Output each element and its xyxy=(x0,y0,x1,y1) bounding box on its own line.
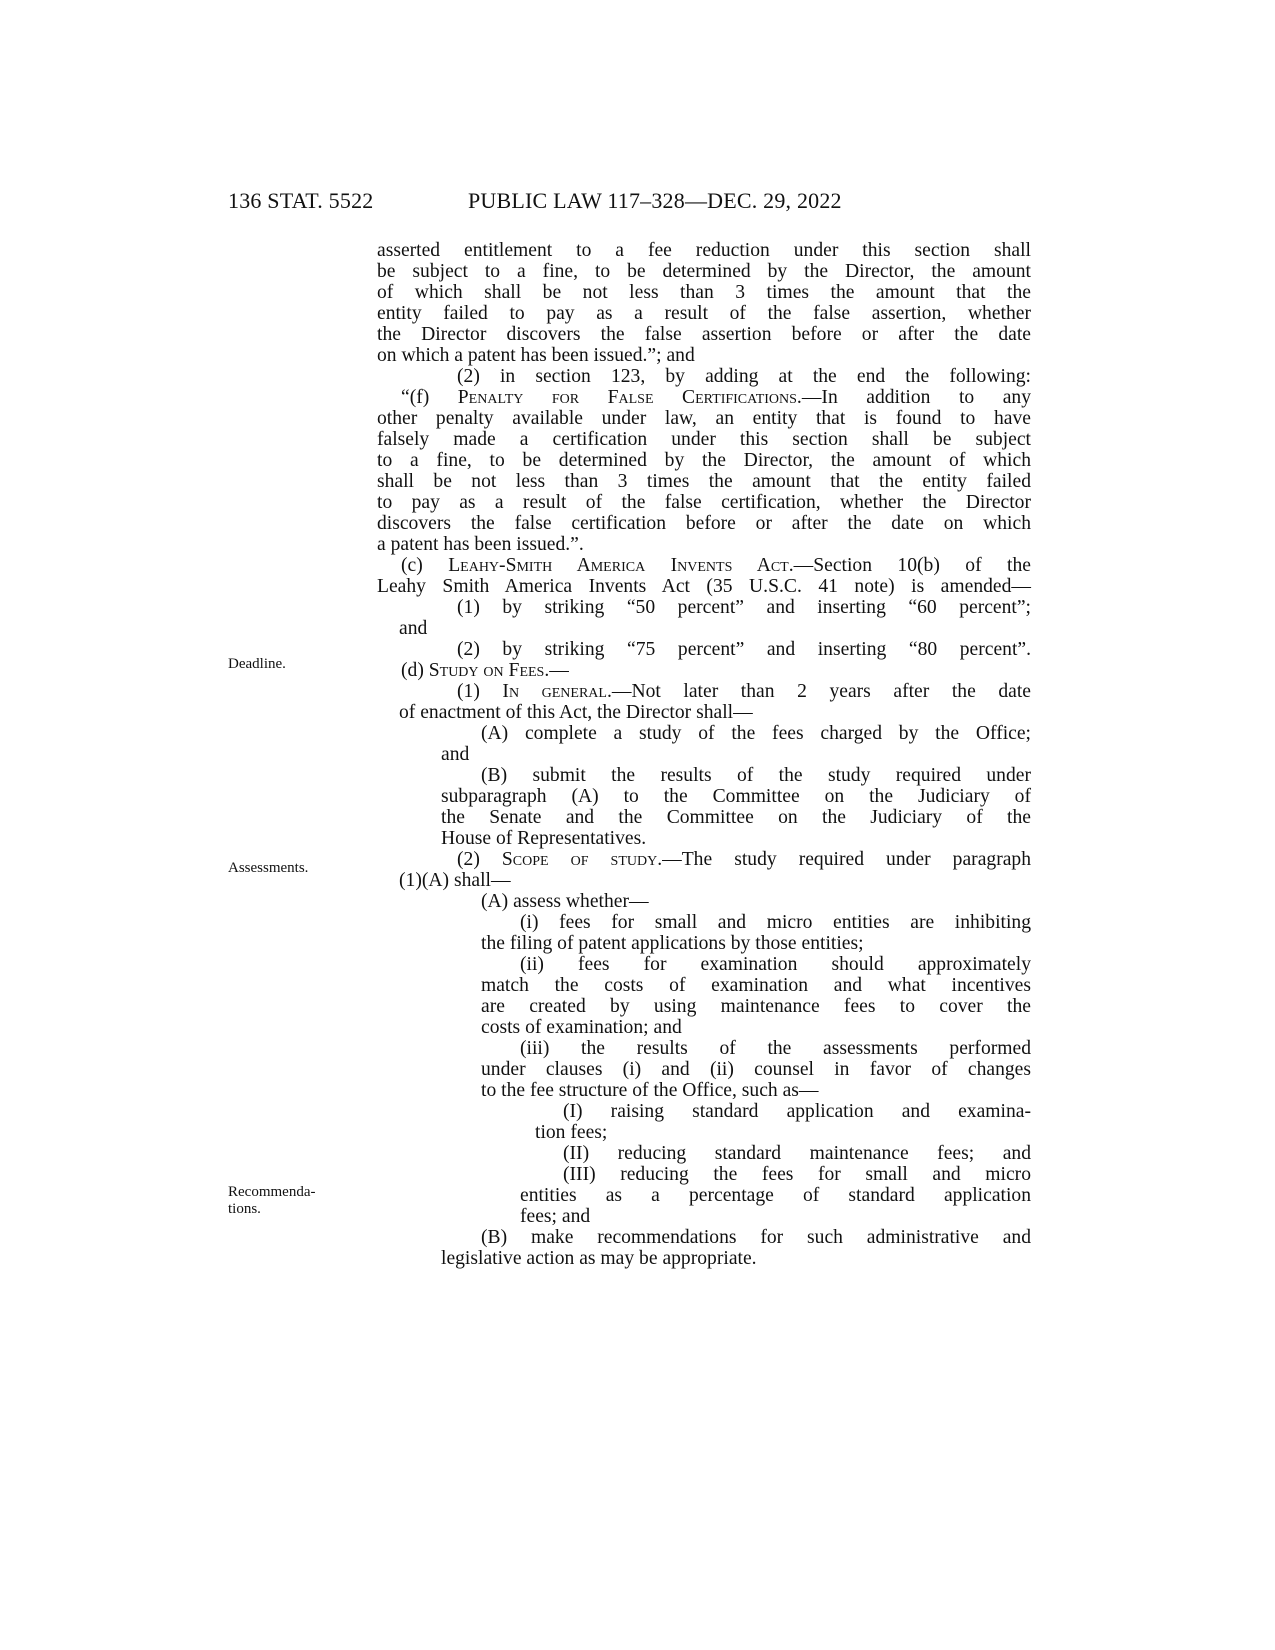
text-line: to the fee structure of the Office, such as— xyxy=(481,1080,819,1101)
text-line: of enactment of this Act, the Director shall— xyxy=(399,702,753,723)
subsection-heading-penalty: Penalty for False Certifications. xyxy=(457,387,802,408)
text-line: and xyxy=(399,618,428,639)
text-line: the Senate and the Committee on the Judiciary of the xyxy=(441,807,1031,828)
text-line: (I) raising standard application and examina- xyxy=(563,1101,1031,1122)
subsection-label-c: (c) xyxy=(401,555,449,576)
paragraph-text: —The study required under paragraph xyxy=(662,849,1032,870)
margin-note-deadline: Deadline. xyxy=(228,656,286,672)
statute-body xyxy=(377,240,1031,1269)
text-line: be subject to a fine, to be determined by the Director, the amount xyxy=(377,261,1031,282)
text-line: (1)(A) shall— xyxy=(399,870,511,891)
text-line: (A) complete a study of the fees charged by the Office; xyxy=(481,723,1031,744)
text-line: under clauses (i) and (ii) counsel in favor of changes xyxy=(481,1059,1031,1080)
subsection-heading-leahy: Leahy-Smith America Invents Act. xyxy=(448,555,794,576)
text-line: other penalty available under law, an entity that is found to have xyxy=(377,408,1031,429)
text-line: of which shall be not less than 3 times the amount that the xyxy=(377,282,1031,303)
text-line: are created by using maintenance fees to cover the xyxy=(481,996,1031,1017)
text-line: tion fees; xyxy=(535,1122,608,1143)
text-line: (2) in section 123, by adding at the end the following: xyxy=(457,366,1031,387)
stat-page-number: 136 STAT. 5522 xyxy=(228,188,374,213)
text-line: (A) assess whether— xyxy=(481,891,649,912)
text-line: (B) make recommendations for such administrative and xyxy=(481,1227,1031,1248)
margin-note-recommendations xyxy=(228,1184,315,1218)
text-line: the filing of patent applications by those entities; xyxy=(481,933,864,954)
text-line: asserted entitlement to a fee reduction under this section shall xyxy=(377,240,1031,261)
text-line: (III) reducing the fees for small and micro xyxy=(563,1164,1031,1185)
text-line: to pay as a result of the false certification, whether the Director xyxy=(377,492,1031,513)
text-line: Leahy Smith America Invents Act (35 U.S.C. 41 note) is amended— xyxy=(377,576,1031,597)
text-line: (i) fees for small and micro entities are inhibiting xyxy=(520,912,1031,933)
running-header-title: PUBLIC LAW 117–328—DEC. 29, 2022 xyxy=(468,188,842,213)
text-line: (B) submit the results of the study required under xyxy=(481,765,1031,786)
text-line xyxy=(377,387,1031,408)
subsection-text: —Section 10(b) of the xyxy=(793,555,1031,576)
quote-open: “(f) xyxy=(401,387,458,408)
margin-note-recommendations-line1: Recommenda- xyxy=(228,1184,316,1200)
paragraph-heading-scope: Scope of study. xyxy=(501,849,663,870)
text-line: the Director discovers the false assertion before or after the date xyxy=(377,324,1031,345)
text-line: to a fine, to be determined by the Director, the amount of which xyxy=(377,450,1031,471)
text-line: and xyxy=(441,744,470,765)
text-line: falsely made a certification under this section shall be subject xyxy=(377,429,1031,450)
subsection-text: —In addition to any xyxy=(801,387,1032,408)
paragraph-text: —Not later than 2 years after the date xyxy=(611,681,1031,702)
paragraph-label-1: (1) xyxy=(457,681,503,702)
text-line: entity failed to pay as a result of the false assertion, whether xyxy=(377,303,1031,324)
text-line: House of Representatives. xyxy=(441,828,647,849)
text-line: entities as a percentage of standard application xyxy=(520,1185,1031,1206)
text-line xyxy=(377,681,1031,702)
text-line: shall be not less than 3 times the amount that the entity failed xyxy=(377,471,1031,492)
text-line: legislative action as may be appropriate. xyxy=(441,1248,757,1269)
text-line xyxy=(377,849,1031,870)
text-line: (II) reducing standard maintenance fees; and xyxy=(563,1143,1031,1164)
text-line: match the costs of examination and what incentives xyxy=(481,975,1031,996)
text-line: a patent has been issued.”. xyxy=(377,534,584,555)
text-line: (iii) the results of the assessments performed xyxy=(520,1038,1031,1059)
margin-note-assessments: Assessments. xyxy=(228,860,309,876)
text-line: on which a patent has been issued.”; and xyxy=(377,345,695,366)
margin-note-recommendations-line2: tions. xyxy=(228,1201,261,1217)
subsection-heading-study: Study on Fees. xyxy=(428,660,550,681)
paragraph-label-2: (2) xyxy=(457,849,502,870)
text-line: (ii) fees for examination should approximately xyxy=(520,954,1031,975)
subsection-dash: — xyxy=(549,660,569,681)
paragraph-heading-general: In general. xyxy=(502,681,612,702)
text-line xyxy=(377,555,1031,576)
subsection-label-d: (d) xyxy=(401,660,429,681)
text-line: (2) by striking “75 percent” and inserting “80 percent”. xyxy=(457,639,1031,660)
text-line: fees; and xyxy=(520,1206,591,1227)
text-line: discovers the false certification before or after the date on which xyxy=(377,513,1031,534)
text-line: costs of examination; and xyxy=(481,1017,682,1038)
text-line: (1) by striking “50 percent” and inserting “60 percent”; xyxy=(457,597,1031,618)
text-line xyxy=(377,660,1031,681)
text-line: subparagraph (A) to the Committee on the Judiciary of xyxy=(441,786,1031,807)
